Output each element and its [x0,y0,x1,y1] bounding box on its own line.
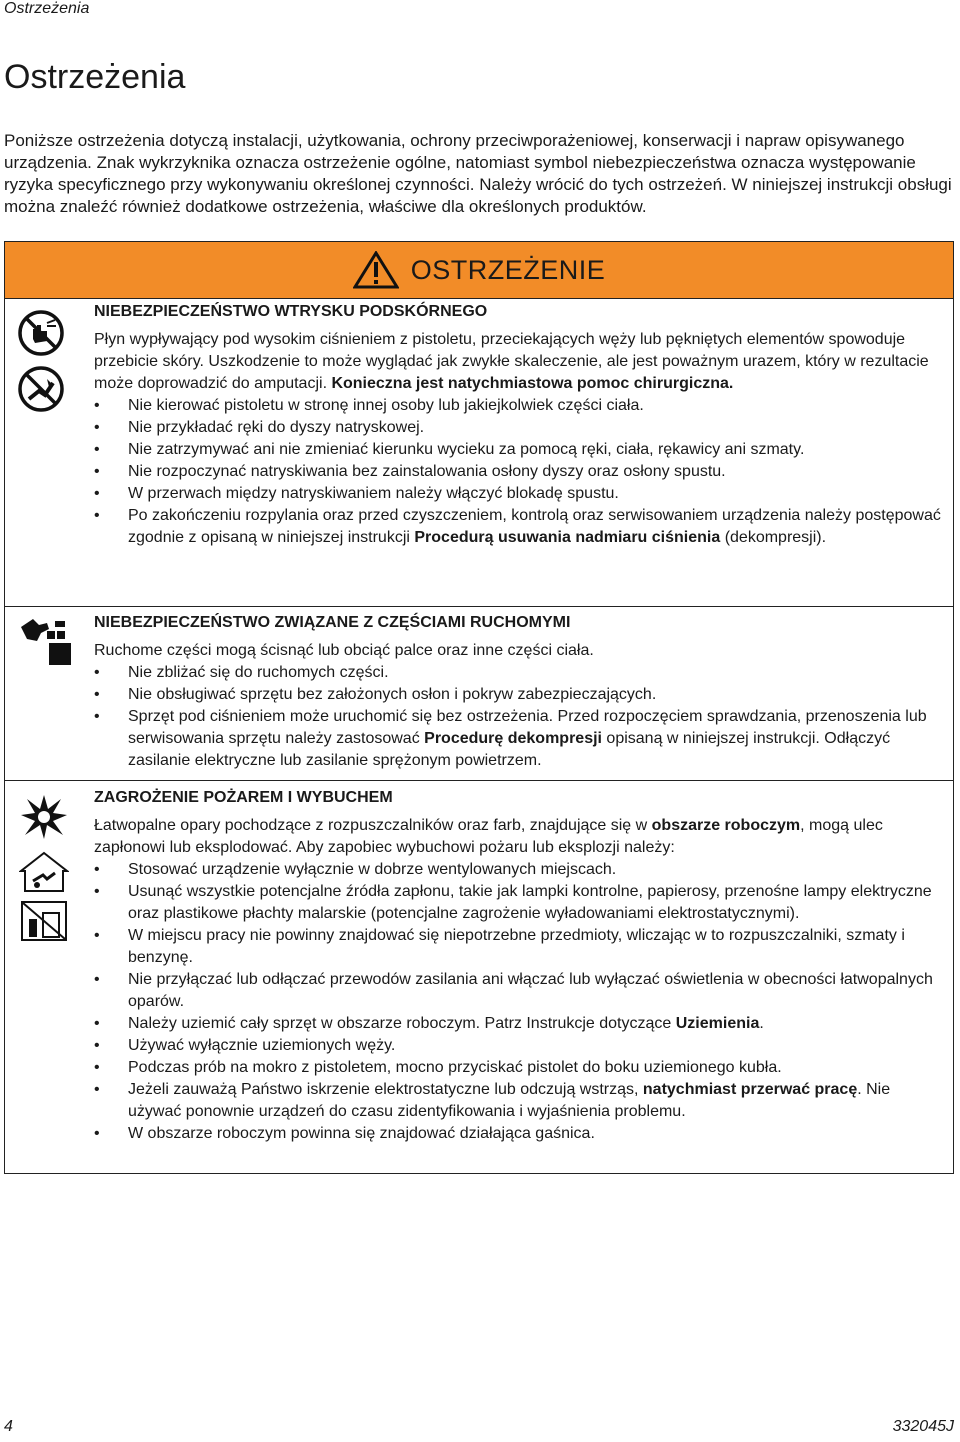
bullet-list [94,395,944,549]
list-item: • Nie zbliżać się do ruchomych części. [94,662,944,684]
list-item: • Nie przykładać ręki do dyszy natryskowej. [94,417,944,439]
list-item: • Po zakończeniu rozpylania oraz przed czyszczeniem, kontrolą oraz serwisowaniem urządzenia należy postępować zgodnie z opisaną w niniejszej instrukcji Procedurą usuwania nadmiaru ciśnienia (dekompresji). [94,505,944,549]
list-item: • W miejscu pracy nie powinny znajdować się niepotrzebne przedmioty, wliczając w to rozpuszczalniki, szmaty i benzynę. [94,925,944,969]
running-head: Ostrzeżenia [4,0,90,17]
section-injection [5,299,953,606]
intro-text: Poniższe ostrzeżenia dotyczą instalacji, użytkowania, ochrony przeciwporażeniowej, konserwacji i napraw opisywanego urządzenia. Znak wykrzyknika oznacza ostrzeżenie ogólne, natomiast symbol niebezpieczeństwa oznacza występowanie ryzyka specyficznego przy wykonywaniu określonej czynności. Należy wrócić do tych ostrzeżeń. W niniejszej instrukcji obsługi można znaleźć również dodatkowe ostrzeżenia, właściwe dla określonych produktów. [4,131,952,216]
fire-hazard-icon [19,851,69,893]
document-number: 332045J [892,1418,954,1435]
page-number: 4 [4,1418,13,1435]
moving-parts-icon [19,613,71,665]
list-item: • W obszarze roboczym powinna się znajdować działająca gaśnica. [94,1123,944,1145]
no-ignition-icon [19,899,69,943]
warning-header-label: OSTRZEŻENIE [410,254,606,285]
section-fire-explosion [5,780,953,1175]
list-item: • Nie kierować pistoletu w stronę innej osoby lub jakiejkolwiek części ciała. [94,395,944,417]
list-item: • Usunąć wszystkie potencjalne źródła zapłonu, takie jak lampki kontrolne, papierosy, przenośne lampy elektryczne oraz plastikowe płachty malarskie (potencjalne zagrożenie wyładowaniami elektrostatycznymi). [94,881,944,925]
section-title: NIEBEZPIECZEŃSTWO WTRYSKU PODSKÓRNEGO [94,303,488,320]
list-item: • Podczas prób na mokro z pistoletem, mocno przyciskać pistolet do boku uziemionego kubła. [94,1057,944,1079]
section-title: ZAGROŻENIE POŻAREM I WYBUCHEM [94,789,393,806]
list-item: • Nie zatrzymywać ani nie zmieniać kierunku wycieku za pomocą ręki, ciała, rękawicy ani szmaty. [94,439,944,461]
list-item: • Używać wyłącznie uziemionych węży. [94,1035,944,1057]
section-description: Płyn wypływający pod wysokim ciśnieniem z pistoletu, przeciekających węży lub pękniętych elementów spowoduje przebicie skóry. Uszkodzenie to może wyglądać jak zwykłe skaleczenie, ale jest poważnym urazem, który w rezultacie może doprowadzić do amputacji. Konieczna jest natychmiastowa pomoc chirurgiczna. [94,331,929,392]
section-description: Ruchome części mogą ścisnąć lub obciąć palce oraz inne części ciała. [94,642,594,659]
injection-hazard-icon [17,365,65,413]
warning-header [5,242,953,299]
list-item: • Należy uziemić cały sprzęt w obszarze roboczym. Patrz Instrukcje dotyczące Uziemienia. [94,1013,944,1035]
bullet-list [94,662,944,772]
bullet-list [94,859,944,1145]
section-moving-parts [5,606,953,781]
section-description: Łatwopalne opary pochodzące z rozpuszczalników oraz farb, znajdujące się w obszarze roboczym, mogą ulec zapłonowi lub eksplodować. Aby zapobiec wybuchowi pożaru lub eksplozji należy: [94,817,883,856]
list-item: • W przerwach między natryskiwaniem należy włączyć blokadę spustu. [94,483,944,505]
list-item: • Nie obsługiwać sprzętu bez założonych osłon i pokryw zabezpieczających. [94,684,944,706]
list-item: • Stosować urządzenie wyłącznie w dobrze wentylowanych miejscach. [94,859,944,881]
list-item: • Nie przyłączać lub odłączać przewodów zasilania ani włączać lub wyłączać oświetlenia w obecności łatwopalnych oparów. [94,969,944,1013]
warning-triangle-icon [353,251,399,289]
page-title: Ostrzeżenia [4,58,186,96]
list-item: • Sprzęt pod ciśnieniem może uruchomić się bez ostrzeżenia. Przed rozpoczęciem sprawdzania, przenoszenia lub serwisowania sprzętu należy zastosować Procedurę dekompresji opisaną w niniejszej instrukcji. Odłączyć zasilanie elektryczne lub zasilanie sprężonym powietrzem. [94,706,944,772]
warning-box [4,241,954,1174]
explosion-icon [19,793,69,841]
no-hand-spray-icon [17,309,65,357]
list-item: • Nie rozpoczynać natryskiwania bez zainstalowania osłony dyszy oraz osłony spustu. [94,461,944,483]
list-item: • Jeżeli zauważą Państwo iskrzenie elektrostatyczne lub odczują wstrząs, natychmiast przerwać pracę. Nie używać ponownie urządzeń do czasu zidentyfikowania i wyjaśnienia problemu. [94,1079,944,1123]
section-title: NIEBEZPIECZEŃSTWO ZWIĄZANE Z CZĘŚCIAMI RUCHOMYMI [94,614,571,631]
